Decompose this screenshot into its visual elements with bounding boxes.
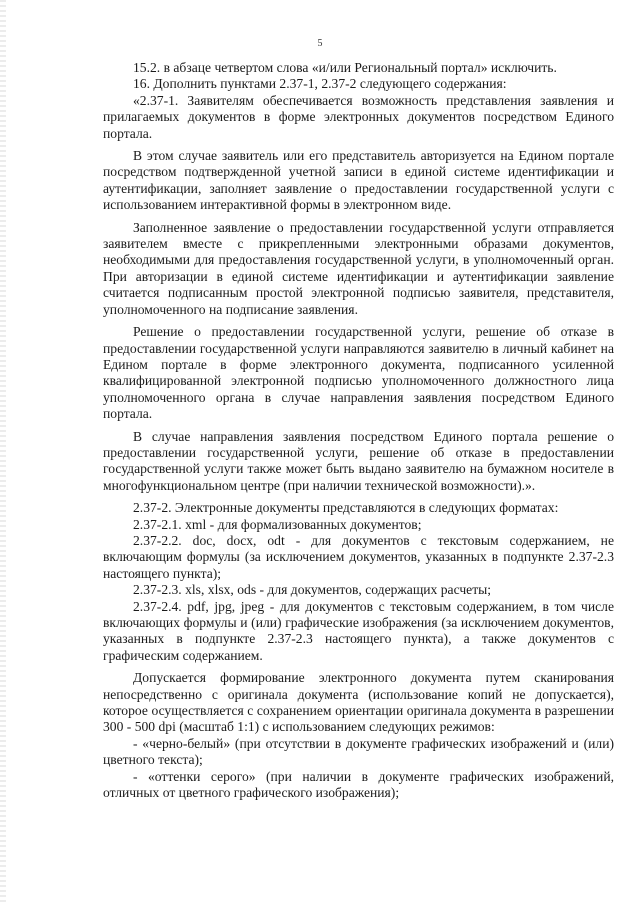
paragraph: 2.37-2. Электронные документы представляются в следующих форматах:	[133, 500, 559, 516]
paragraph: 2.37-2.2. doc, docx, odt - для документов с текстовым содержанием, не включающим формулы (за исключением документов, указанных в подпункте 2.37-2.3 настоящего пункта);	[103, 532, 614, 581]
paragraph: Допускается формирование электронного документа путем сканирования непосредственно с оригинала документа (использование копий не допускается), которое осуществляется с сохранением ориентации оригинала документа в разрешении 300 - 500 dpi (масштаб 1:1) с использованием следующих режимов:	[103, 670, 614, 735]
paragraph: Заполненное заявление о предоставлении государственной услуги отправляется заявителем вместе с прикрепленными электронными образами документов, необходимыми для предоставления государственной услуги, в уполномоченный орган. При авторизации в единой системе идентификации и аутентификации заявление считается подписанным простой электронной подписью заявителя, представителя, уполномоченного на подписание заявления.	[103, 219, 614, 317]
page-number: 5	[317, 38, 323, 49]
paragraph: 2.37-2.3. xls, xlsx, ods - для документов, содержащих расчеты;	[133, 582, 492, 598]
paragraph: - «оттенки серого» (при наличии в документе графических изображений, отличных от цветного графического изображения);	[103, 768, 614, 801]
paragraph: «2.37-1. Заявителям обеспечивается возможность представления заявления и прилагаемых документов в форме электронных документов посредством Единого портала.	[103, 92, 614, 141]
paragraph: В случае направления заявления посредством Единого портала решение о предоставлении государственной услуги, решение об отказе в предоставлении государственной услуги также может быть выдано заявителю на бумажном носителе в многофункциональном центре (при наличии технической возможности).».	[103, 428, 614, 493]
paragraph: - «черно-белый» (при отсутствии в документе графических изображений и (или) цветного текста);	[103, 735, 614, 768]
document-body	[103, 60, 614, 801]
paragraph: 16. Дополнить пунктами 2.37-1, 2.37-2 следующего содержания:	[133, 76, 507, 92]
paragraph: 2.37-2.1. xml - для формализованных документов;	[133, 516, 422, 532]
paragraph: Решение о предоставлении государственной услуги, решение об отказе в предоставлении государственной услуги направляются заявителю в личный кабинет на Едином портале в форме электронного документа, подписанного усиленной квалифицированной электронной подписью уполномоченного должностного лица уполномоченного органа в случае направления заявления посредством Единого портала.	[103, 324, 614, 422]
scan-edge	[0, 0, 6, 905]
paragraph: 2.37-2.4. pdf, jpg, jpeg - для документов с текстовым содержанием, в том числе включающих формулы и (или) графические изображения (за исключением документов, указанных в подпункте 2.37-2.3 настоящего пункта), а также документов с графическим содержанием.	[103, 598, 614, 663]
paragraph: 15.2. в абзаце четвертом слова «и/или Региональный портал» исключить.	[133, 60, 557, 75]
paragraph: В этом случае заявитель или его представитель авторизуется на Едином портале посредством подтвержденной учетной записи в единой системе идентификации и аутентификации, заполняет заявление о предоставлении государственной услуги с использованием интерактивной формы в электронном виде.	[103, 148, 614, 213]
